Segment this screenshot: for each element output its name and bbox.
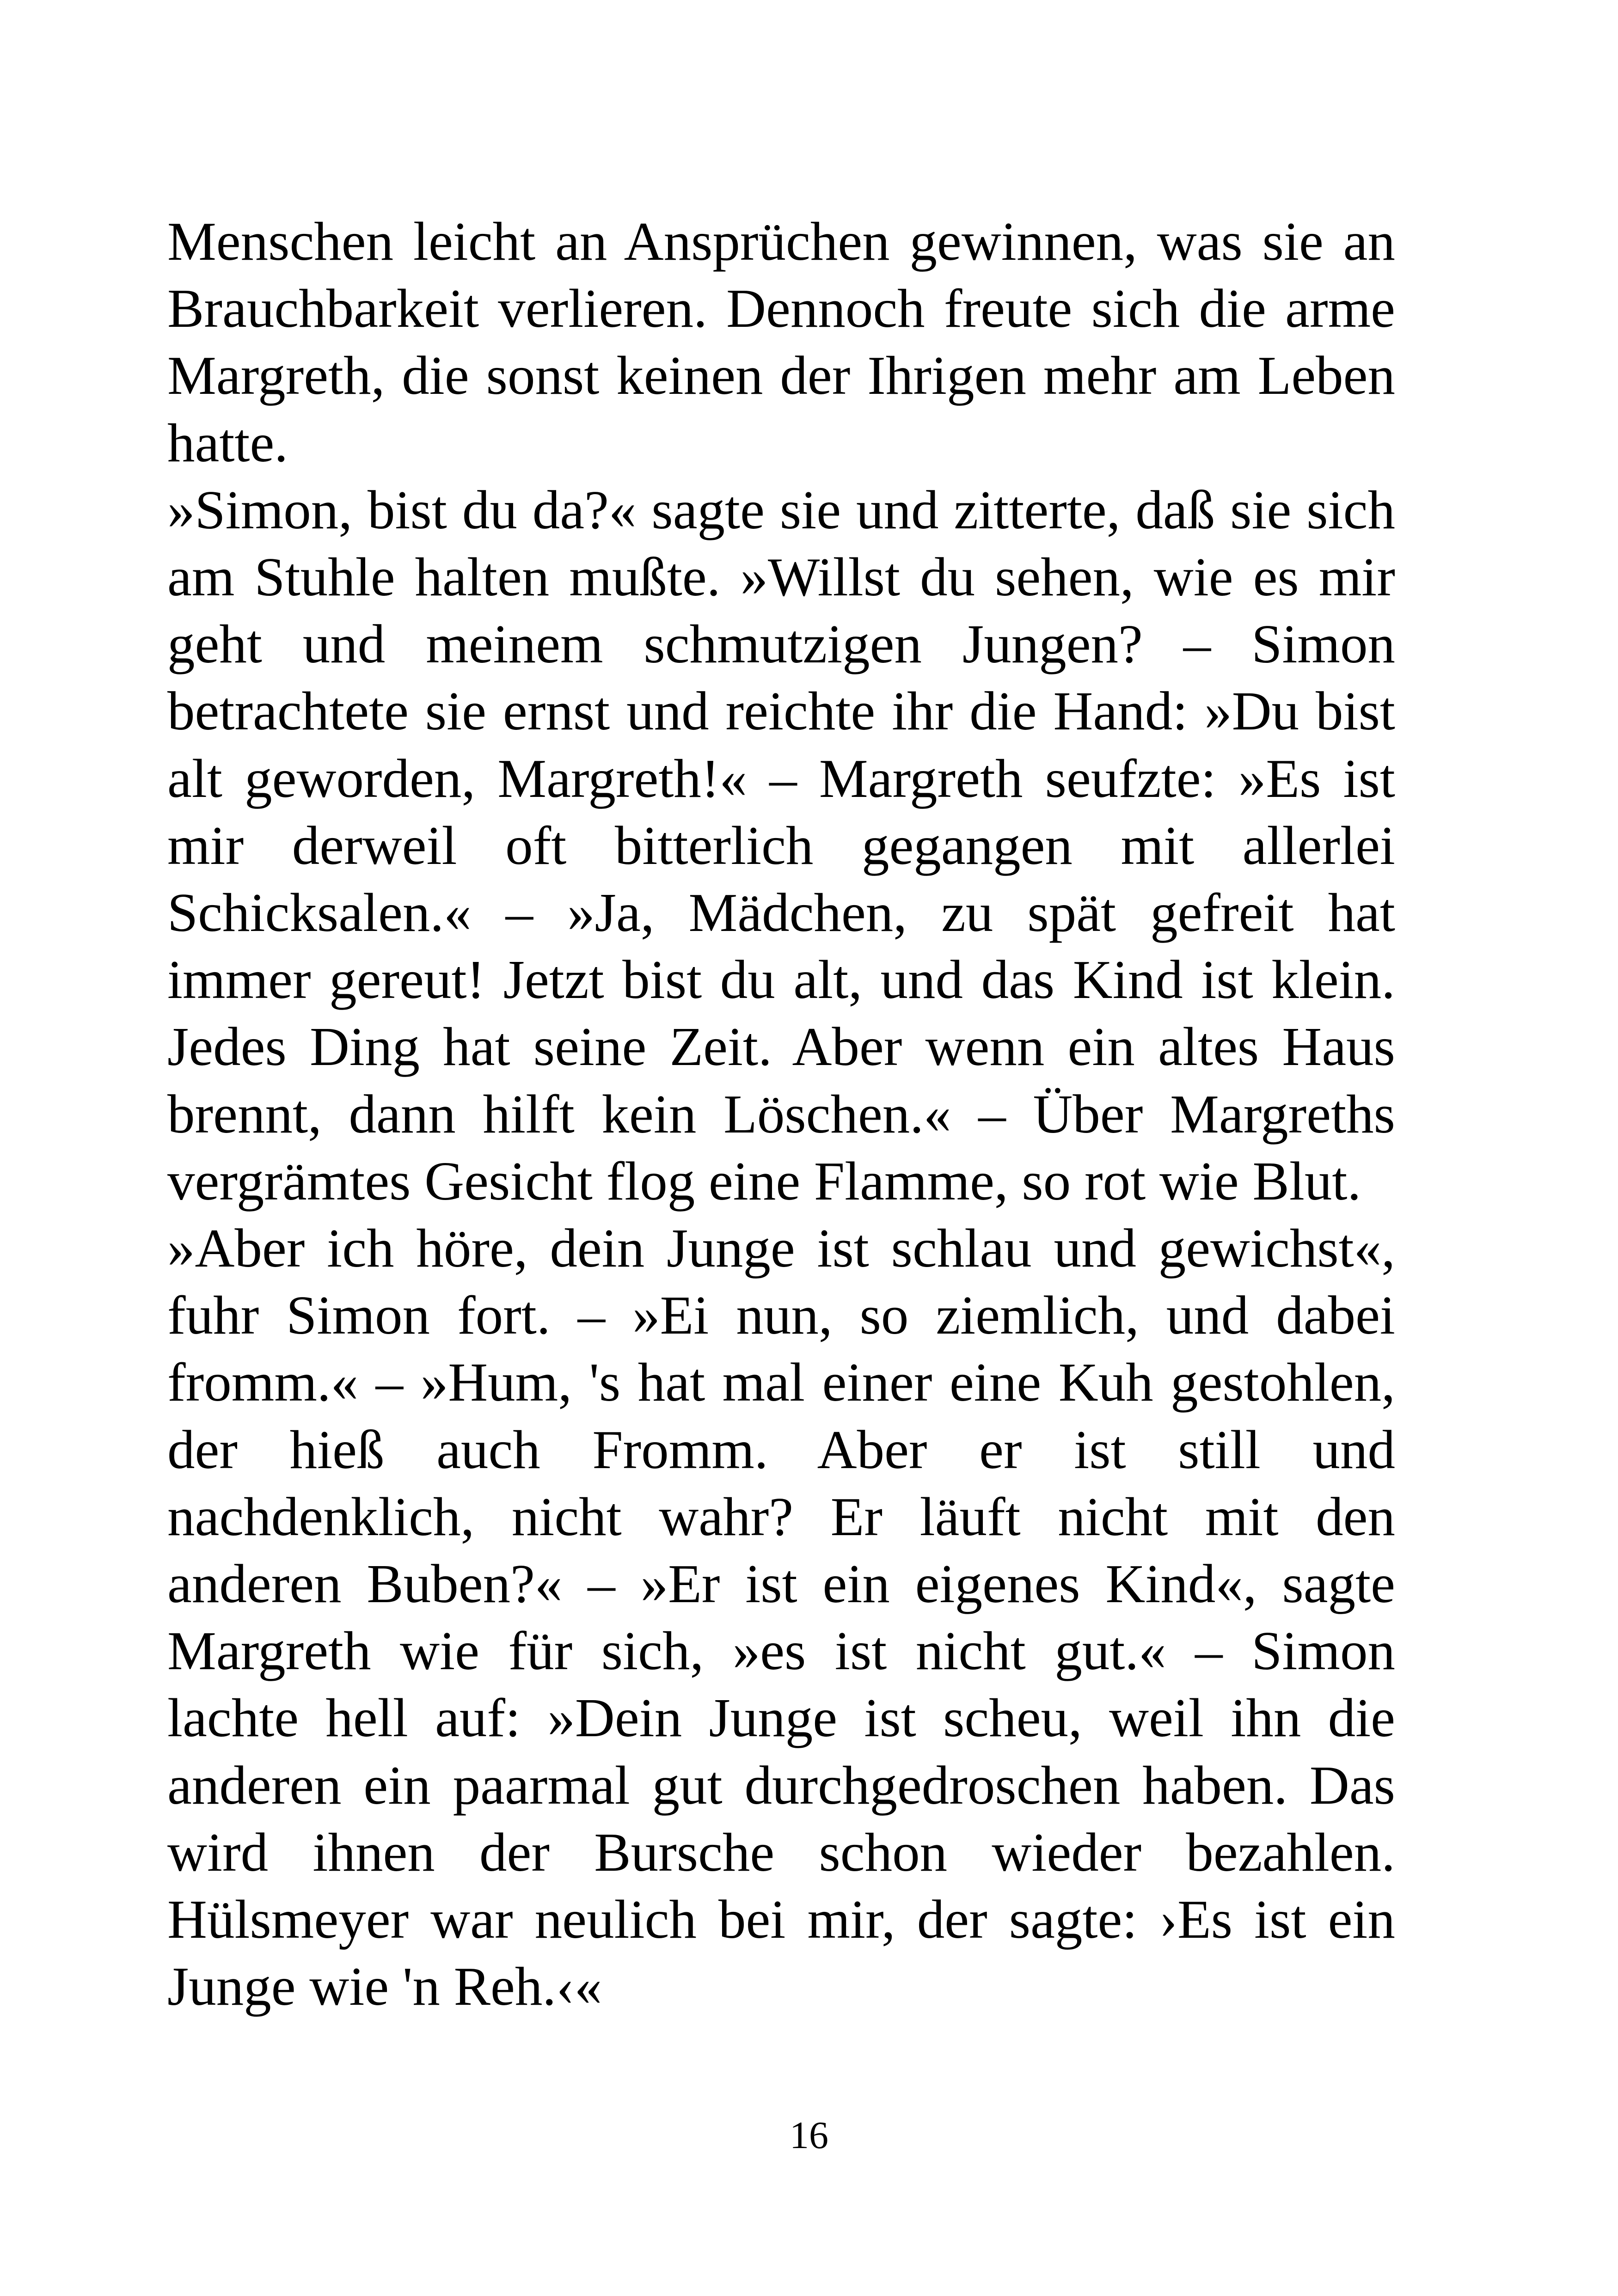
page-number: 16: [790, 2114, 828, 2157]
paragraph-3: »Aber ich höre, dein Junge ist schlau und gewichst«, fuhr Simon fort. – »Ei nun, so ziemlich, und dabei fromm.« – »Hum, 's hat mal einer eine Kuh gestohlen, der hieß auch Fromm. Aber er ist still und nachdenklich, nicht wahr? Er läuft nicht mit den anderen Buben?« – »Er ist ein eigenes Kind«, sagte Margreth wie für sich, »es ist nicht gut.« – Simon lachte hell auf: »Dein Junge ist scheu, weil ihn die anderen ein paarmal gut durchgedroschen haben. Das wird ihnen der Bursche schon wieder bezahlen. Hülsmeyer war neulich bei mir, der sagte: ›Es ist ein Junge wie 'n Reh.‹«: [167, 1218, 1395, 2017]
body-text: [167, 208, 1395, 2020]
paragraph-1: Menschen leicht an Ansprüchen gewinnen, was sie an Brauchbarkeit verlieren. Dennoch freute sich die arme Margreth, die sonst keinen der Ihrigen mehr am Leben hatte.: [167, 211, 1395, 473]
paragraph-2: »Simon, bist du da?« sagte sie und zitterte, daß sie sich am Stuhle halten mußte. »Willst du sehen, wie es mir geht und meinem schmutzigen Jungen? – Simon betrachtete sie ernst und reichte ihr die Hand: »Du bist alt geworden, Margreth!« – Margreth seufzte: »Es ist mir derweil oft bitterlich gegangen mit allerlei Schicksalen.« – »Ja, Mädchen, zu spät gefreit hat immer gereut! Jetzt bist du alt, und das Kind ist klein. Jedes Ding hat seine Zeit. Aber wenn ein altes Haus brennt, dann hilft kein Löschen.« – Über Margreths vergrämtes Gesicht flog eine Flamme, so rot wie Blut.: [167, 479, 1395, 1212]
